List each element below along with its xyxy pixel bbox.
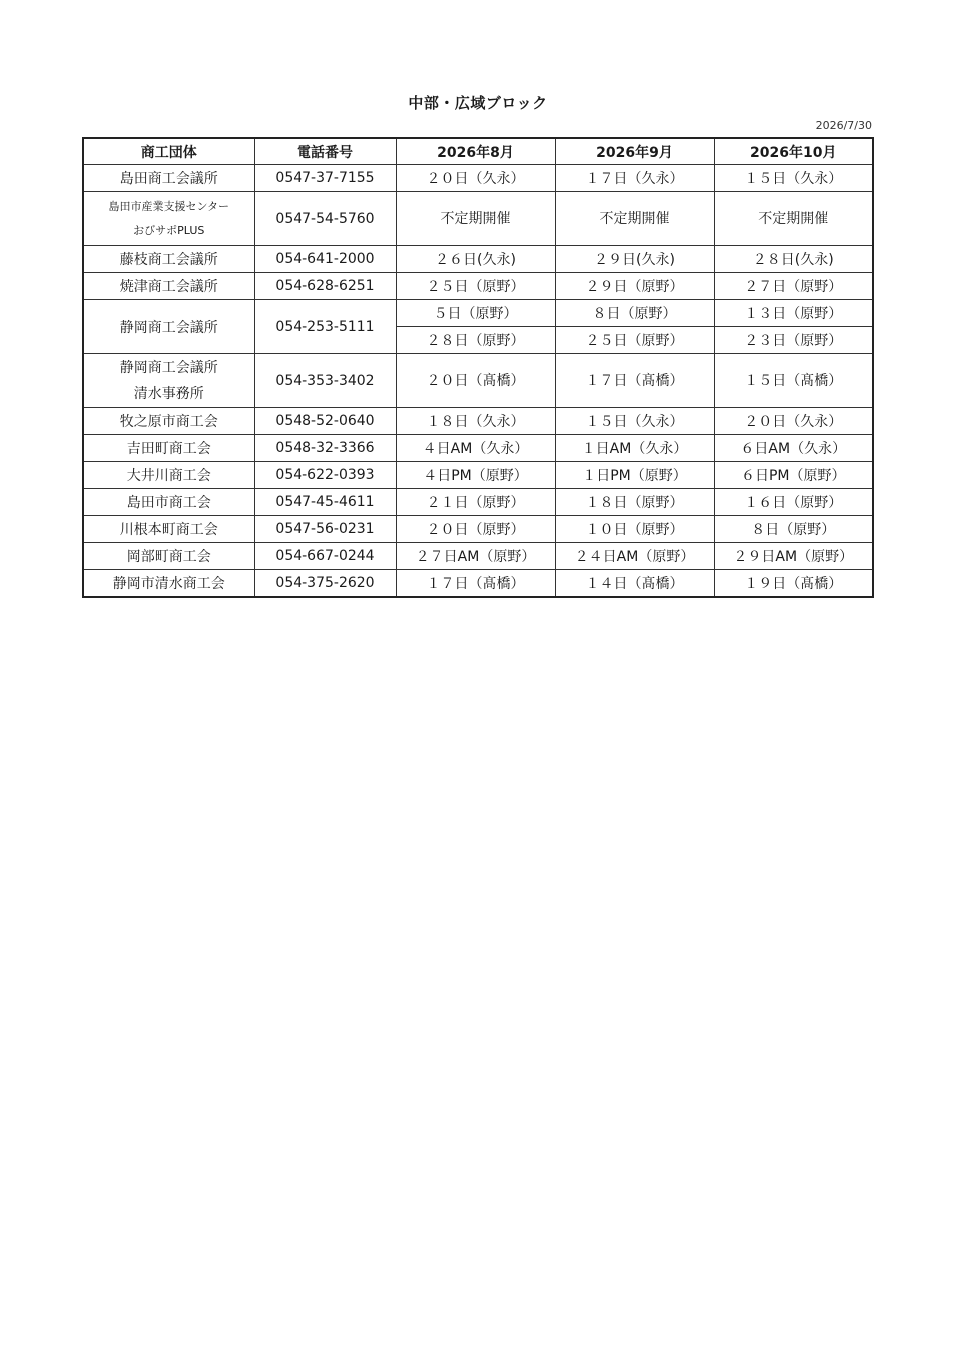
phone-cell: 054-253-5111: [254, 300, 396, 354]
header-phone: 電話番号: [254, 138, 396, 165]
date-cell: ２１日（原野）: [396, 489, 555, 516]
organization-cell: 岡部町商工会: [83, 543, 254, 570]
date-cell: 不定期開催: [555, 192, 714, 246]
organization-cell: 大井川商工会: [83, 462, 254, 489]
date-cell: ２０日（髙橋）: [396, 354, 555, 408]
organization-cell: 静岡市清水商工会: [83, 570, 254, 598]
date-cell: ２４日AM（原野）: [555, 543, 714, 570]
consultation-schedule-table: [82, 137, 874, 598]
date-cell: ２０日（久永）: [714, 408, 873, 435]
organization-cell: 川根本町商工会: [83, 516, 254, 543]
date-cell: １９日（髙橋）: [714, 570, 873, 598]
date-cell: １４日（髙橋）: [555, 570, 714, 598]
organization-cell: 島田商工会議所: [83, 165, 254, 192]
phone-cell: 054-641-2000: [254, 246, 396, 273]
phone-cell: 0547-56-0231: [254, 516, 396, 543]
table-row: [83, 570, 873, 598]
date-cell: ２７日（原野）: [714, 273, 873, 300]
phone-cell: 054-353-3402: [254, 354, 396, 408]
table-row: [83, 489, 873, 516]
organization-line-2: 清水事務所: [133, 385, 204, 402]
organization-cell: 藤枝商工会議所: [83, 246, 254, 273]
date-cell: 不定期開催: [396, 192, 555, 246]
organization-cell: 牧之原市商工会: [83, 408, 254, 435]
table-row: [83, 516, 873, 543]
organization-cell: 静岡商工会議所: [83, 300, 254, 354]
date-cell: １５日（久永）: [555, 408, 714, 435]
date-cell: ８日（原野）: [714, 516, 873, 543]
organization-cell: 焼津商工会議所: [83, 273, 254, 300]
table-row: [83, 462, 873, 489]
date-cell: ２７日AM（原野）: [396, 543, 555, 570]
date-cell: ２９日AM（原野）: [714, 543, 873, 570]
date-cell: １７日（髙橋）: [396, 570, 555, 598]
date-cell: ６日PM（原野）: [714, 462, 873, 489]
organization-cell: 吉田町商工会: [83, 435, 254, 462]
organization-cell: [83, 192, 254, 246]
header-row: [83, 138, 873, 165]
table-row: [83, 300, 873, 327]
date-cell: ８日（原野）: [555, 300, 714, 327]
date-cell: ２０日（久永）: [396, 165, 555, 192]
document-date: 2026/7/30: [815, 119, 872, 132]
date-cell: １８日（原野）: [555, 489, 714, 516]
date-cell: １０日（原野）: [555, 516, 714, 543]
date-cell: ２９日（原野）: [555, 273, 714, 300]
phone-cell: 0547-37-7155: [254, 165, 396, 192]
organization-line-1: 静岡商工会議所: [119, 359, 218, 376]
table-row: [83, 192, 873, 246]
date-cell: ２５日（原野）: [396, 273, 555, 300]
phone-cell: 0547-54-5760: [254, 192, 396, 246]
date-cell: ２８日(久永): [714, 246, 873, 273]
phone-cell: 0547-45-4611: [254, 489, 396, 516]
organization-line-1: 島田市産業支援センター: [108, 199, 230, 213]
date-cell: ２０日（原野）: [396, 516, 555, 543]
table-row: [83, 273, 873, 300]
header-month-3: 2026年10月: [714, 138, 873, 165]
date-cell: １５日（髙橋）: [714, 354, 873, 408]
date-cell: １５日（久永）: [714, 165, 873, 192]
date-cell: １日PM（原野）: [555, 462, 714, 489]
phone-cell: 054-375-2620: [254, 570, 396, 598]
date-cell: ２６日(久永): [396, 246, 555, 273]
date-cell: ４日PM（原野）: [396, 462, 555, 489]
header-month-1: 2026年8月: [396, 138, 555, 165]
date-cell: １７日（久永）: [555, 165, 714, 192]
date-cell: １日AM（久永）: [555, 435, 714, 462]
page-title: 中部・広域ブロック: [408, 94, 548, 112]
date-cell: ４日AM（久永）: [396, 435, 555, 462]
table-row: [83, 435, 873, 462]
phone-cell: 054-628-6251: [254, 273, 396, 300]
table-row: [83, 408, 873, 435]
table-row: [83, 246, 873, 273]
date-cell: ２８日（原野）: [396, 327, 555, 354]
phone-cell: 0548-32-3366: [254, 435, 396, 462]
date-cell: １８日（久永）: [396, 408, 555, 435]
date-cell: ５日（原野）: [396, 300, 555, 327]
date-cell: １７日（髙橋）: [555, 354, 714, 408]
date-cell: ２５日（原野）: [555, 327, 714, 354]
phone-cell: 054-622-0393: [254, 462, 396, 489]
date-cell: １６日（原野）: [714, 489, 873, 516]
table-row: [83, 354, 873, 408]
date-cell: ２９日(久永): [555, 246, 714, 273]
phone-cell: 054-667-0244: [254, 543, 396, 570]
table-row: [83, 165, 873, 192]
header-month-2: 2026年9月: [555, 138, 714, 165]
header-organization: 商工団体: [83, 138, 254, 165]
date-cell: １３日（原野）: [714, 300, 873, 327]
organization-cell: 島田市商工会: [83, 489, 254, 516]
table-row: [83, 543, 873, 570]
date-cell: 不定期開催: [714, 192, 873, 246]
date-cell: ６日AM（久永）: [714, 435, 873, 462]
organization-line-2: おびサポPLUS: [133, 223, 205, 237]
date-cell: ２３日（原野）: [714, 327, 873, 354]
organization-cell: [83, 354, 254, 408]
phone-cell: 0548-52-0640: [254, 408, 396, 435]
